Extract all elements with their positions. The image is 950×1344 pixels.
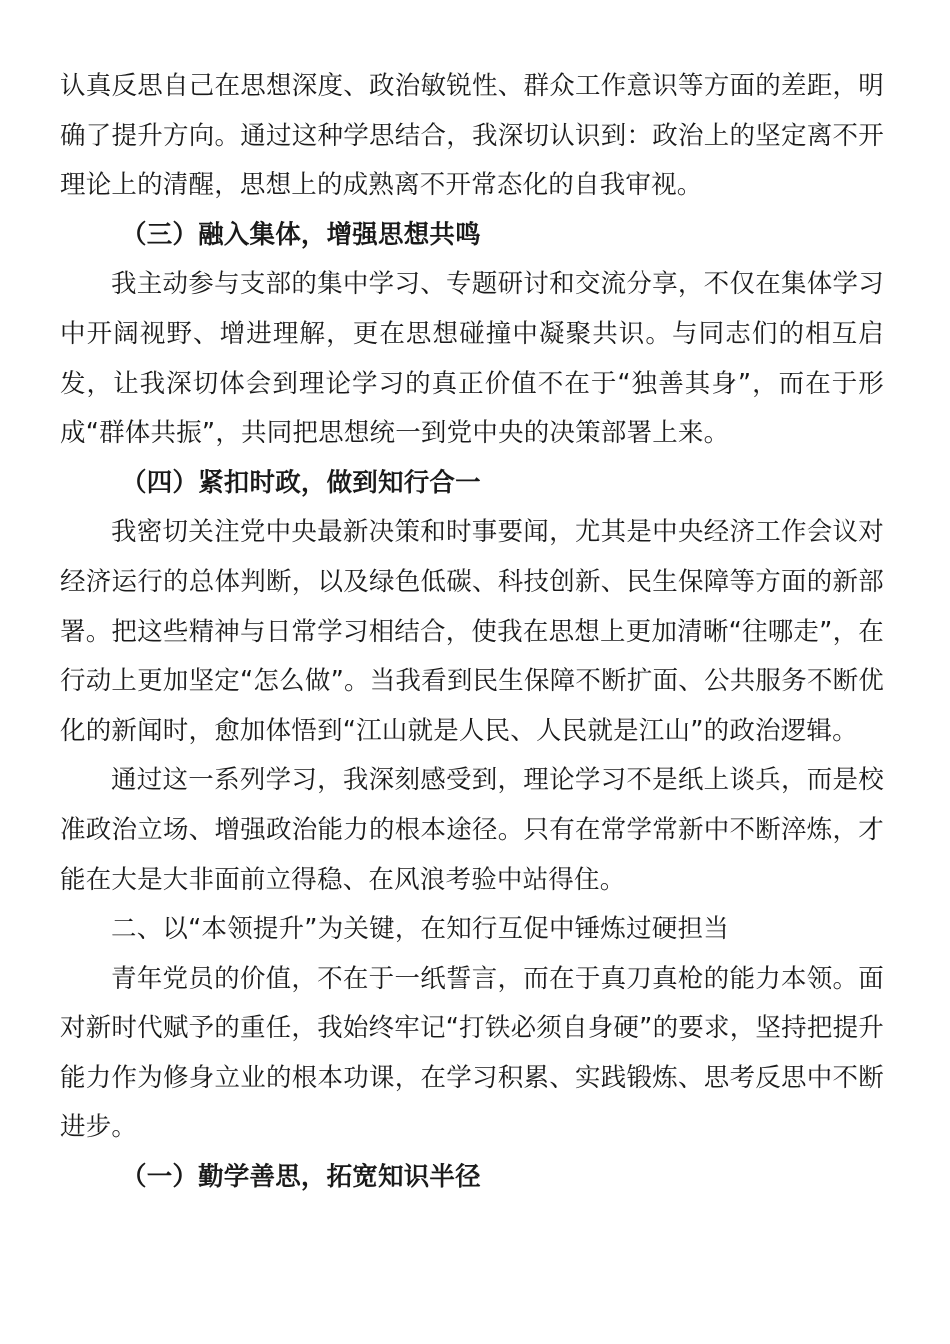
- section-heading-3: （三）融入集体，增强思想共鸣: [121, 219, 481, 250]
- paragraph: 我密切关注党中央最新决策和时事要闻，尤其是中央经济工作会议对经济运行的总体判断，以及绿色低碳、科技创新、民生保障等方面的新部署。把这些精神与日常学习相结合，使我在思想上更加清晰“往哪走”，在行动上更加坚定“怎么做”。当我看到民生保障不断扩面、公共服务不断优化的新闻时，愈加体悟到“江山就是人民、人民就是江山”的政治逻辑。: [60, 517, 884, 746]
- section-heading-4: （四）紧扣时政，做到知行合一: [121, 467, 481, 498]
- chapter-heading-2: 二、以“本领提升”为关键，在知行互促中锤炼过硬担当: [111, 914, 729, 945]
- paragraph: 青年党员的价值，不在于一纸誓言，而在于真刀真枪的能力本领。面对新时代赋予的重任，我始终牢记“打铁必须自身硬”的要求，坚持把提升能力作为修身立业的根本功课，在学习积累、实践锻炼、思考反思中不断进步。: [60, 963, 884, 1143]
- section-heading-1: （一）勤学善思，拓宽知识半径: [121, 1162, 481, 1193]
- paragraph: 我主动参与支部的集中学习、专题研讨和交流分享，不仅在集体学习中开阔视野、增进理解，更在思想碰撞中凝聚共识。与同志们的相互启发，让我深切体会到理论学习的真正价值不在于“独善其身”，而在于形成“群体共振”，共同把思想统一到党中央的决策部署上来。: [60, 269, 884, 449]
- paragraph-continuation: 认真反思自己在思想深度、政治敏锐性、群众工作意识等方面的差距，明确了提升方向。通过这种学思结合，我深切认识到：政治上的坚定离不开理论上的清醒，思想上的成熟离不开常态化的自我审视。: [60, 71, 884, 201]
- paragraph: 通过这一系列学习，我深刻感受到，理论学习不是纸上谈兵，而是校准政治立场、增强政治能力的根本途径。只有在常学常新中不断淬炼，才能在大是大非面前立得稳、在风浪考验中站得住。: [60, 765, 884, 895]
